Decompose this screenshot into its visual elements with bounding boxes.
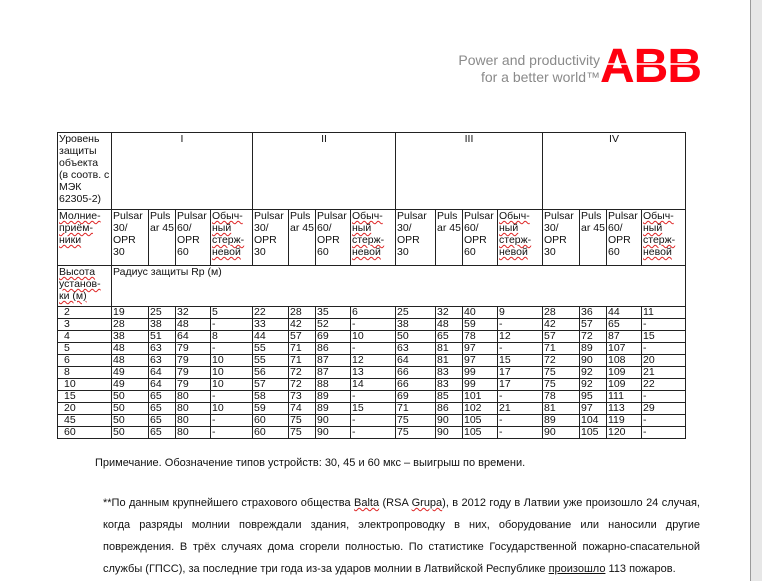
- radius-cell: 97: [580, 403, 607, 415]
- radius-cell: 99: [463, 379, 498, 391]
- radius-cell: 65: [607, 319, 642, 331]
- radius-cell: 99: [463, 367, 498, 379]
- radius-cell: 81: [543, 403, 580, 415]
- table-row: [58, 367, 686, 379]
- radius-label: Радиус защиты Rp (м): [112, 266, 686, 307]
- radius-cell: 49: [112, 379, 149, 391]
- radius-cell: 71: [289, 355, 316, 367]
- radius-cell: 21: [642, 367, 686, 379]
- device-type: Обыч-ный стерж-невой: [498, 210, 543, 266]
- radius-cell: 75: [396, 415, 436, 427]
- radius-cell: 90: [316, 415, 351, 427]
- radius-cell: 50: [396, 331, 436, 343]
- radius-cell: 71: [543, 343, 580, 355]
- radius-cell: 57: [543, 331, 580, 343]
- radius-cell: 19: [112, 307, 149, 319]
- radius-cell: 72: [289, 367, 316, 379]
- radius-cell: 86: [316, 343, 351, 355]
- radius-cell: 80: [176, 427, 211, 439]
- radius-cell: 78: [463, 331, 498, 343]
- radius-cell: 10: [211, 355, 253, 367]
- radius-cell: 80: [176, 403, 211, 415]
- height-cell: 2: [58, 307, 112, 319]
- grupa-word: Grupa: [411, 497, 443, 509]
- radius-cell: -: [498, 343, 543, 355]
- radius-cell: 38: [149, 319, 176, 331]
- device-type: Pulsar 60/ OPR 60: [463, 210, 498, 266]
- radius-cell: -: [498, 319, 543, 331]
- radius-cell: -: [211, 415, 253, 427]
- radius-cell: 87: [316, 367, 351, 379]
- radius-cell: 65: [149, 427, 176, 439]
- radius-cell: 50: [112, 427, 149, 439]
- radius-cell: 35: [316, 307, 351, 319]
- footnote-paragraph: **По данным крупнейшего страхового общества Balta (RSA Grupa), в 2012 году в Латвии уже произошло 24 случая, когда разряды молнии повреждали здания, электропроводку в них, оборудование или наносили другие повреждения. В трёх случаях дома сгорели полностью. По статистике Государственной пожарно-спасательной службы (ГПСС), за последние три года из-за ударов молнии в Латвийской Республике произошло 113 пожаров.: [103, 497, 700, 575]
- radius-cell: 60: [253, 415, 289, 427]
- radius-cell: 72: [580, 331, 607, 343]
- radius-cell: 57: [289, 331, 316, 343]
- device-type: Обыч-ный стерж-невой: [642, 210, 686, 266]
- radius-cell: 120: [607, 427, 642, 439]
- radius-cell: 86: [436, 403, 463, 415]
- radius-cell: 52: [316, 319, 351, 331]
- device-type: Pulsar 60/ OPR 60: [316, 210, 351, 266]
- radius-cell: 10: [351, 331, 396, 343]
- table-row: [58, 403, 686, 415]
- radius-cell: 44: [253, 331, 289, 343]
- radius-cell: 75: [543, 367, 580, 379]
- radius-cell: 83: [436, 367, 463, 379]
- radius-cell: 75: [396, 427, 436, 439]
- radius-cell: 56: [253, 367, 289, 379]
- radius-cell: 38: [112, 331, 149, 343]
- radius-cell: 48: [112, 343, 149, 355]
- radius-cell: -: [642, 427, 686, 439]
- radius-cell: 65: [149, 415, 176, 427]
- radius-cell: 65: [149, 391, 176, 403]
- radius-cell: 48: [176, 319, 211, 331]
- level-header-cell: Уровень защиты объекта (в соотв. с МЭК 62305-2): [58, 133, 112, 210]
- table-row: [58, 427, 686, 439]
- table-row: [58, 319, 686, 331]
- radius-cell: 89: [580, 343, 607, 355]
- table-row: [58, 379, 686, 391]
- radius-cell: -: [498, 391, 543, 403]
- table-row: [58, 415, 686, 427]
- radius-cell: 92: [580, 367, 607, 379]
- radius-cell: 65: [436, 331, 463, 343]
- radius-cell: -: [351, 319, 396, 331]
- radius-cell: -: [498, 415, 543, 427]
- radius-cell: 14: [351, 379, 396, 391]
- radius-cell: 28: [543, 307, 580, 319]
- radius-cell: 81: [436, 355, 463, 367]
- radius-cell: 32: [436, 307, 463, 319]
- radius-cell: 10: [211, 403, 253, 415]
- radius-cell: 17: [498, 367, 543, 379]
- radius-cell: 59: [463, 319, 498, 331]
- radius-cell: 65: [149, 403, 176, 415]
- radius-cell: 79: [176, 367, 211, 379]
- radius-cell: 40: [463, 307, 498, 319]
- radius-cell: 80: [176, 391, 211, 403]
- radius-cell: 79: [176, 343, 211, 355]
- radius-cell: 75: [289, 427, 316, 439]
- height-cell: 15: [58, 391, 112, 403]
- device-type: Pulsar 30/ OPR 30: [396, 210, 436, 266]
- radius-cell: 36: [580, 307, 607, 319]
- radius-cell: 25: [149, 307, 176, 319]
- slogan-line-2: for a better world™: [480, 69, 600, 85]
- radius-cell: 6: [351, 307, 396, 319]
- radius-cell: 89: [543, 415, 580, 427]
- device-type: Puls ar 45: [436, 210, 463, 266]
- radius-cell: -: [351, 391, 396, 403]
- radius-cell: 87: [316, 355, 351, 367]
- radius-cell: 12: [498, 331, 543, 343]
- radius-cell: 109: [607, 379, 642, 391]
- radius-cell: 42: [543, 319, 580, 331]
- height-cell: 60: [58, 427, 112, 439]
- table-row: [58, 355, 686, 367]
- height-cell: 8: [58, 367, 112, 379]
- radius-cell: 105: [463, 415, 498, 427]
- radius-cell: 81: [436, 343, 463, 355]
- radius-cell: 57: [253, 379, 289, 391]
- radius-cell: 17: [498, 379, 543, 391]
- radius-cell: 49: [112, 367, 149, 379]
- radius-cell: 38: [396, 319, 436, 331]
- radius-cell: 108: [607, 355, 642, 367]
- radius-cell: 59: [253, 403, 289, 415]
- height-cell: 45: [58, 415, 112, 427]
- radius-cell: 64: [396, 355, 436, 367]
- radius-cell: -: [642, 391, 686, 403]
- height-cell: 3: [58, 319, 112, 331]
- radius-cell: 44: [607, 307, 642, 319]
- radius-cell: 12: [351, 355, 396, 367]
- radius-cell: 79: [176, 355, 211, 367]
- radius-cell: 89: [316, 403, 351, 415]
- radius-cell: -: [351, 427, 396, 439]
- radius-cell: 8: [211, 331, 253, 343]
- radius-cell: -: [351, 343, 396, 355]
- device-type: Обыч-ный стерж-невой: [351, 210, 396, 266]
- radius-cell: 111: [607, 391, 642, 403]
- slogan-line-1: Power and productivity: [458, 52, 600, 68]
- height-cell: 5: [58, 343, 112, 355]
- radius-cell: 25: [396, 307, 436, 319]
- radius-cell: 60: [253, 427, 289, 439]
- radius-cell: 15: [642, 331, 686, 343]
- device-type: Обыч-ный стерж-невой: [211, 210, 253, 266]
- radius-cell: 89: [316, 391, 351, 403]
- radius-cell: 88: [316, 379, 351, 391]
- radius-cell: 64: [176, 331, 211, 343]
- radius-cell: 90: [436, 427, 463, 439]
- radius-cell: 90: [580, 355, 607, 367]
- radius-cell: 48: [436, 319, 463, 331]
- radius-cell: 85: [436, 391, 463, 403]
- level-II: II: [253, 133, 396, 210]
- radius-cell: 42: [289, 319, 316, 331]
- radius-cell: 90: [436, 415, 463, 427]
- radius-cell: 73: [289, 391, 316, 403]
- height-cell: 10: [58, 379, 112, 391]
- level-I: I: [112, 133, 253, 210]
- radius-cell: 20: [642, 355, 686, 367]
- radius-cell: 50: [112, 415, 149, 427]
- balta-word: Balta: [354, 497, 380, 509]
- radius-cell: 66: [396, 379, 436, 391]
- radius-cell: 83: [436, 379, 463, 391]
- device-type: Pulsar 30/ OPR 30: [543, 210, 580, 266]
- statistics-link[interactable]: произошло: [548, 563, 606, 575]
- radius-cell: -: [642, 319, 686, 331]
- radius-cell: 72: [289, 379, 316, 391]
- table-body: [58, 307, 686, 439]
- radius-cell: -: [642, 415, 686, 427]
- device-type: Puls ar 45: [149, 210, 176, 266]
- radius-cell: 63: [396, 343, 436, 355]
- radius-cell: 29: [642, 403, 686, 415]
- radius-cell: 80: [176, 415, 211, 427]
- radius-cell: 48: [112, 355, 149, 367]
- radius-cell: 28: [112, 319, 149, 331]
- level-header-row: [58, 133, 686, 210]
- height-cell: 20: [58, 403, 112, 415]
- radius-cell: 107: [607, 343, 642, 355]
- device-type: Puls ar 45: [580, 210, 607, 266]
- radius-cell: 63: [149, 343, 176, 355]
- radius-cell: 15: [351, 403, 396, 415]
- radius-cell: 32: [176, 307, 211, 319]
- radius-cell: 11: [642, 307, 686, 319]
- device-type: Pulsar 30/ OPR 30: [253, 210, 289, 266]
- radius-cell: -: [351, 415, 396, 427]
- height-radius-row: [58, 266, 686, 307]
- radius-cell: -: [211, 319, 253, 331]
- radius-cell: 101: [463, 391, 498, 403]
- radius-cell: 15: [498, 355, 543, 367]
- radius-cell: 119: [607, 415, 642, 427]
- radius-cell: 33: [253, 319, 289, 331]
- height-cell: 4: [58, 331, 112, 343]
- radius-cell: 102: [463, 403, 498, 415]
- radius-cell: 69: [396, 391, 436, 403]
- abb-logo: [600, 40, 710, 90]
- radius-cell: 87: [607, 331, 642, 343]
- radius-cell: -: [642, 343, 686, 355]
- radius-cell: 5: [211, 307, 253, 319]
- protection-table-wrapper: [57, 132, 686, 439]
- radius-cell: 90: [543, 427, 580, 439]
- device-type: Puls ar 45: [289, 210, 316, 266]
- level-IV: IV: [543, 133, 686, 210]
- device-type: Pulsar 60/ OPR 60: [176, 210, 211, 266]
- table-row: [58, 331, 686, 343]
- radius-cell: 66: [396, 367, 436, 379]
- device-type-row: [58, 210, 686, 266]
- radius-cell: 22: [642, 379, 686, 391]
- radius-cell: 64: [149, 379, 176, 391]
- table-note: Примечание. Обозначение типов устройств: 30, 45 и 60 мкс – выигрыш по времени.: [95, 457, 526, 469]
- radius-cell: 22: [253, 307, 289, 319]
- page-edge: [750, 0, 762, 581]
- radius-cell: 57: [580, 319, 607, 331]
- radius-cell: 95: [580, 391, 607, 403]
- radius-cell: 13: [351, 367, 396, 379]
- radius-cell: 75: [543, 379, 580, 391]
- radius-cell: 109: [607, 367, 642, 379]
- radius-cell: 71: [396, 403, 436, 415]
- radius-cell: 78: [543, 391, 580, 403]
- radius-cell: 74: [289, 403, 316, 415]
- radius-cell: 105: [463, 427, 498, 439]
- radius-cell: 51: [149, 331, 176, 343]
- radius-cell: 92: [580, 379, 607, 391]
- radius-cell: -: [211, 427, 253, 439]
- device-type: Pulsar 30/ OPR 30: [112, 210, 149, 266]
- radius-cell: 58: [253, 391, 289, 403]
- radius-cell: 69: [316, 331, 351, 343]
- radius-cell: 55: [253, 355, 289, 367]
- table-row: [58, 343, 686, 355]
- table-row: [58, 391, 686, 403]
- radius-cell: 55: [253, 343, 289, 355]
- radius-cell: 104: [580, 415, 607, 427]
- radius-cell: 79: [176, 379, 211, 391]
- radius-cell: 71: [289, 343, 316, 355]
- radius-cell: 75: [289, 415, 316, 427]
- radius-cell: 105: [580, 427, 607, 439]
- radius-cell: 9: [498, 307, 543, 319]
- abb-logo-text: ABB: [600, 40, 701, 90]
- radius-cell: 72: [543, 355, 580, 367]
- radius-cell: 10: [211, 367, 253, 379]
- level-III: III: [396, 133, 543, 210]
- radius-cell: 50: [112, 391, 149, 403]
- radius-cell: 97: [463, 343, 498, 355]
- device-type: Pulsar 60/ OPR 60: [607, 210, 642, 266]
- radius-cell: 64: [149, 367, 176, 379]
- radius-cell: 90: [316, 427, 351, 439]
- radius-cell: 63: [149, 355, 176, 367]
- height-cell: 6: [58, 355, 112, 367]
- radius-cell: 113: [607, 403, 642, 415]
- radius-cell: 10: [211, 379, 253, 391]
- radius-cell: 21: [498, 403, 543, 415]
- slogan: [430, 52, 600, 86]
- radius-cell: -: [498, 427, 543, 439]
- protection-table: [57, 132, 686, 439]
- radius-cell: 50: [112, 403, 149, 415]
- table-row: [58, 307, 686, 319]
- height-label: Высота установ-ки (м): [58, 266, 112, 307]
- radius-cell: 28: [289, 307, 316, 319]
- receivers-label: Молние-приём-ники: [58, 210, 112, 266]
- radius-cell: 97: [463, 355, 498, 367]
- radius-cell: -: [211, 343, 253, 355]
- radius-cell: -: [211, 391, 253, 403]
